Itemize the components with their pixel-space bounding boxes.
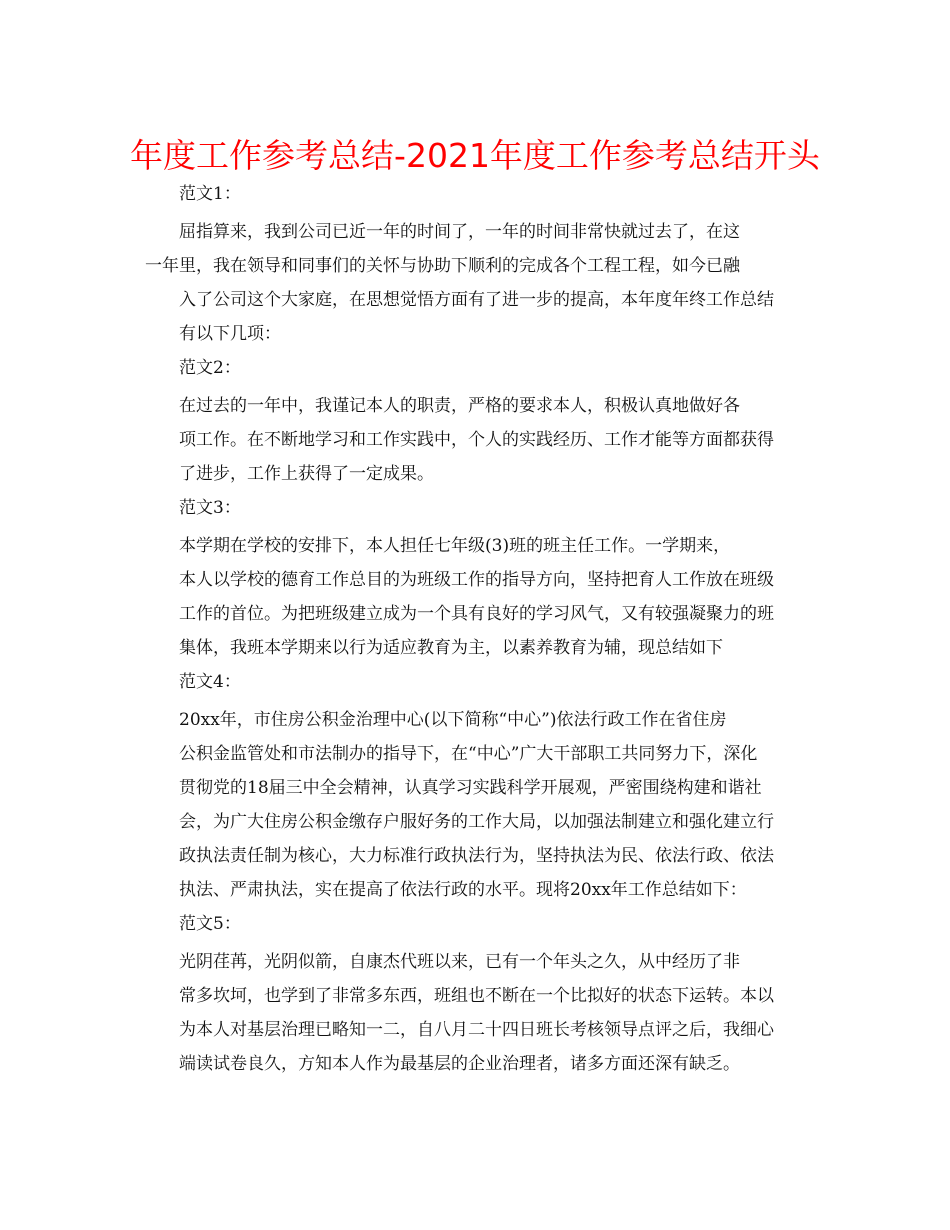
- section-heading: 范文5：: [179, 914, 241, 934]
- paragraph-line: 本人以学校的德育工作总目的为班级工作的指导方向，坚持把育人工作放在班级: [179, 570, 774, 590]
- paragraph-line: 了进步，工作上获得了一定成果。: [179, 464, 434, 484]
- paragraph-line: 在过去的一年中，我谨记本人的职责，严格的要求本人，积极认真地做好各: [179, 396, 740, 416]
- paragraph-line: 集体，我班本学期来以行为适应教育为主，以素养教育为辅，现总结如下: [179, 638, 723, 658]
- paragraph: [145, 215, 807, 351]
- paragraph-line: 端读试卷良久，方知本人作为最基层的企业治理者，诸多方面还深有缺乏。: [179, 1054, 740, 1074]
- paragraph: [145, 945, 807, 1081]
- section-heading: 范文4：: [179, 672, 241, 692]
- paragraph-line: 工作的首位。为把班级建立成为一个具有良好的学习风气，又有较强凝聚力的班: [179, 604, 774, 624]
- paragraph-line: 入了公司这个大家庭，在思想觉悟方面有了进一步的提高，本年度年终工作总结: [179, 290, 774, 310]
- paragraph-line: 本学期在学校的安排下，本人担任七年级(3)班的班主任工作。一学期来，: [179, 536, 731, 556]
- paragraph: [145, 703, 807, 907]
- section-heading: 范文3：: [179, 498, 241, 518]
- document-title: 年度工作参考总结-2021年度工作参考总结开头: [130, 136, 820, 175]
- paragraph-line: 一年里，我在领导和同事们的关怀与协助下顺利的完成各个工程工程，如今已融: [145, 256, 740, 276]
- paragraph-line: 贯彻党的18届三中全会精神，认真学习实践科学开展观，严密围绕构建和谐社: [179, 778, 762, 798]
- paragraph-line: 为本人对基层治理已略知一二，自八月二十四日班长考核领导点评之后，我细心: [179, 1020, 774, 1040]
- document-body: [145, 177, 807, 1081]
- section-heading: 范文2：: [179, 358, 241, 378]
- paragraph-line: 项工作。在不断地学习和工作实践中，个人的实践经历、工作才能等方面都获得: [179, 430, 774, 450]
- paragraph: [145, 389, 807, 491]
- paragraph: [145, 529, 807, 665]
- paragraph-line: 执法、严肃执法，实在提高了依法行政的水平。现将20xx年工作总结如下：: [179, 880, 747, 900]
- paragraph-line: 公积金监管处和市法制办的指导下，在“中心”广大干部职工共同努力下，深化: [179, 744, 758, 764]
- section-heading: 范文1：: [179, 184, 241, 204]
- paragraph-line: 常多坎坷，也学到了非常多东西，班组也不断在一个比拟好的状态下运转。本以: [179, 986, 774, 1006]
- paragraph-line: 光阴荏苒，光阴似箭，自康杰代班以来，已有一个年头之久，从中经历了非: [179, 952, 740, 972]
- paragraph-line: 会，为广大住房公积金缴存户服好务的工作大局，以加强法制建立和强化建立行: [179, 812, 774, 832]
- paragraph-line: 政执法责任制为核心，大力标准行政执法行为，坚持执法为民、依法行政、依法: [179, 846, 774, 866]
- paragraph-line: 20xx年，市住房公积金治理中心(以下简称“中心”)依法行政工作在省住房: [179, 710, 727, 730]
- paragraph-line: 屈指算来，我到公司已近一年的时间了，一年的时间非常快就过去了，在这: [179, 222, 740, 242]
- paragraph-line: 有以下几项：: [179, 324, 281, 344]
